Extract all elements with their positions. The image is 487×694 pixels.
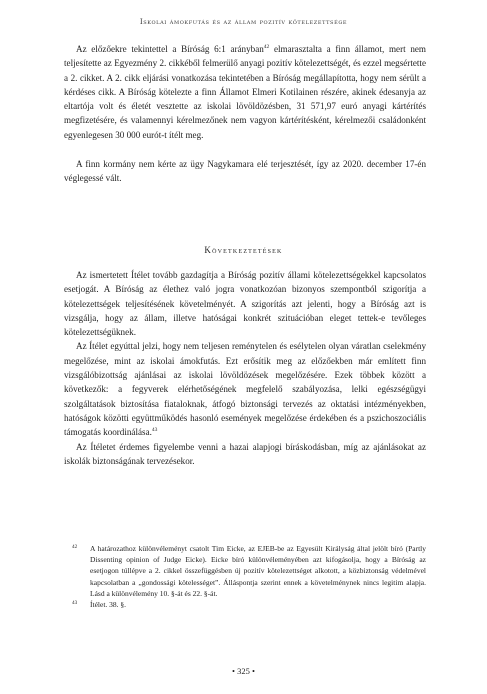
- footnote-ref: 42: [263, 43, 270, 50]
- paragraph: [64, 157, 426, 186]
- paragraph-text: Az előzőekre tekintettel a Bíróság 6:1 arányban: [76, 44, 264, 54]
- footnote-ref: 43: [151, 427, 158, 434]
- running-head: Iskolai ámokfutás és az állam pozitív kötelezettsége: [139, 17, 348, 26]
- paragraph-text: Az Ítélet egyúttal jelzi, hogy nem teljesen reménytelen és esélytelen olyan váratlan cselekmény megelőzése, mint az iskolai ámokfutás. Ezt erősítik meg az előzőekben már említett finn vizsgálóbizottság ajánlásai az iskolai lövöldözések megelőzésére. Ezek többek között a következők: a fegyverek elérhetőségének megfelelő szabályozása, lelki egészségügyi szolgáltatások biztosítása fiataloknak, átfogó biztonsági tervezés az oktatási intézményekben, hatóságok közötti együttműködés hasonló események megelőzése érdekében és a pszichoszociális támogatás koordinálása.: [64, 341, 426, 438]
- body-text-bottom: [64, 268, 426, 468]
- footnotes: [72, 543, 426, 610]
- paragraph: [64, 268, 426, 339]
- paragraph-text: Az Ítéletet érdemes figyelembe venni a hazai alapjogi bíráskodásban, míg az ajánlásokat az iskolák biztonságának tervezésekor.: [64, 441, 426, 466]
- paragraph: [64, 440, 426, 469]
- page-number: • 325 •: [232, 666, 255, 676]
- footnote: [72, 543, 426, 599]
- footnote: [72, 599, 426, 610]
- paragraph-text: elmarasztalta a finn államot, mert nem teljesítette az Egyezmény 2. cikkéből felmerülő anyagi pozitív kötelezettségét, és ezzel megsértette a 2. cikket. A 2. cikk eljárási vonatkozása tekintetében a Bíróság megállapította, hogy nem sérült a kérdéses cikk. A Bíróság kötelezte a finn Államot Elmeri Kotilainen részére, akinek édesanyja az eltartója volt és életét vesztette az iskolai lövöldözésben, 31 571,97 euró anyagi kártérítés megfizetésére, és valamennyi kérelmezőnek nem vagyon kártérítésként, kérelmezői családonként egyenlegesen 30 000 eurót-t ítélt meg.: [64, 44, 426, 140]
- paragraph-text: A finn kormány nem kérte az ügy Nagykamara elé terjesztését, így az 2020. december 17-én véglegessé vált.: [64, 159, 426, 184]
- paragraph: [64, 339, 426, 439]
- paragraph: [64, 42, 426, 142]
- paragraph-text: Az ismertetett Ítélet tovább gazdagítja a Bíróság pozitív állami kötelezettségekkel kapcsolatos esetjogát. A Bíróság az élethez való jogra vonatkozóan bizonyos szempontból szigorítja a kötelezettségek teljesítésének követelményét. A szigorítás azt jelenti, hogy a Bíróság azt is vizsgálja, hogy az állam, illetve hatóságai konkrét szituációban eleget tettek-e tevőleges kötelezettségüknek.: [64, 270, 426, 338]
- body-text-top: [64, 42, 426, 186]
- footnote-text: Ítélet. 38. §.: [90, 600, 127, 610]
- section-heading: Következtetések: [204, 245, 283, 255]
- footnote-number: 42: [72, 544, 78, 550]
- footnote-number: 43: [72, 600, 78, 607]
- footnote-text: A határozathoz különvéleményt csatolt Tim Eicke, az EJEB-be az Egyesült Királyság által jelölt bíró (Partly Dissenting opinion of Judge Eicke). Eicke bíró különvéleményében azt kifogásolja, hogy a Bíróság az esetjogon túllépve a 2. cikkel összefüggésben új pozitív kötelezettséget alkotott, a közbiztonság védelmével kapcsolatban a „gondossági kötelességet”. Álláspontja szerint ennek a követelménynek nincs legitim alapja. Lásd a különvélemény 10. §-át és 22. §-át.: [90, 544, 426, 598]
